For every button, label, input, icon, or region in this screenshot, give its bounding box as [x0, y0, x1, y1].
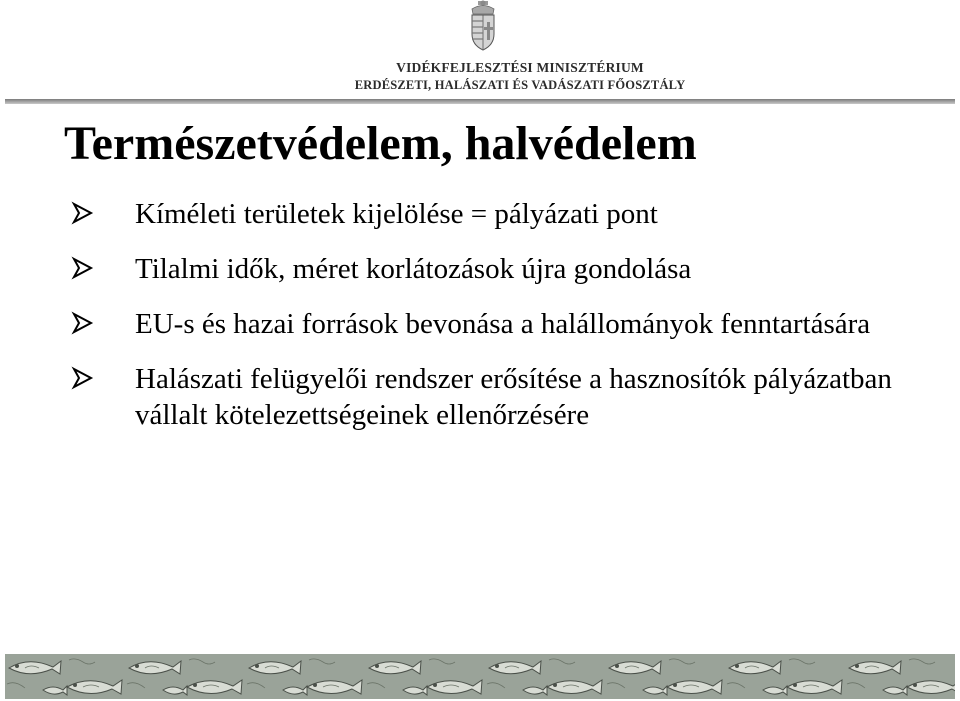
arrowhead-bullet-icon [70, 256, 94, 280]
fish-pattern-icon [5, 654, 955, 699]
arrowhead-bullet-icon [70, 311, 94, 335]
bullet-text: Tilalmi idők, méret korlátozások újra gondolása [135, 253, 692, 285]
list-item [70, 251, 940, 287]
arrowhead-bullet-icon [70, 366, 94, 390]
department-name: ERDÉSZETI, HALÁSZATI ÉS VADÁSZATI FŐOSZTÁLY [354, 78, 686, 92]
slide-title: Természetvédelem, halvédelem [64, 117, 697, 170]
list-item [70, 361, 940, 433]
list-item [70, 306, 940, 342]
arrowhead-bullet-icon [70, 201, 94, 225]
ministry-name: VIDÉKFEJLESZTÉSI MINISZTÉRIUM [396, 60, 644, 75]
footer-fish-band [5, 654, 955, 699]
bullet-text: Kíméleti területek kijelölése = pályázati pont [135, 198, 658, 230]
bullet-list [70, 196, 940, 452]
slide-header [0, 0, 960, 103]
hungarian-coat-of-arms-icon [466, 0, 500, 52]
bullet-text: EU-s és hazai források bevonása a halállományok fenntartására [135, 308, 871, 340]
list-item [70, 196, 940, 232]
bullet-text: Halászati felügyelői rendszer erősítése a hasznosítók pályázatban vállalt kötelezettségeinek ellenőrzésére [135, 363, 892, 431]
header-divider [5, 99, 955, 104]
